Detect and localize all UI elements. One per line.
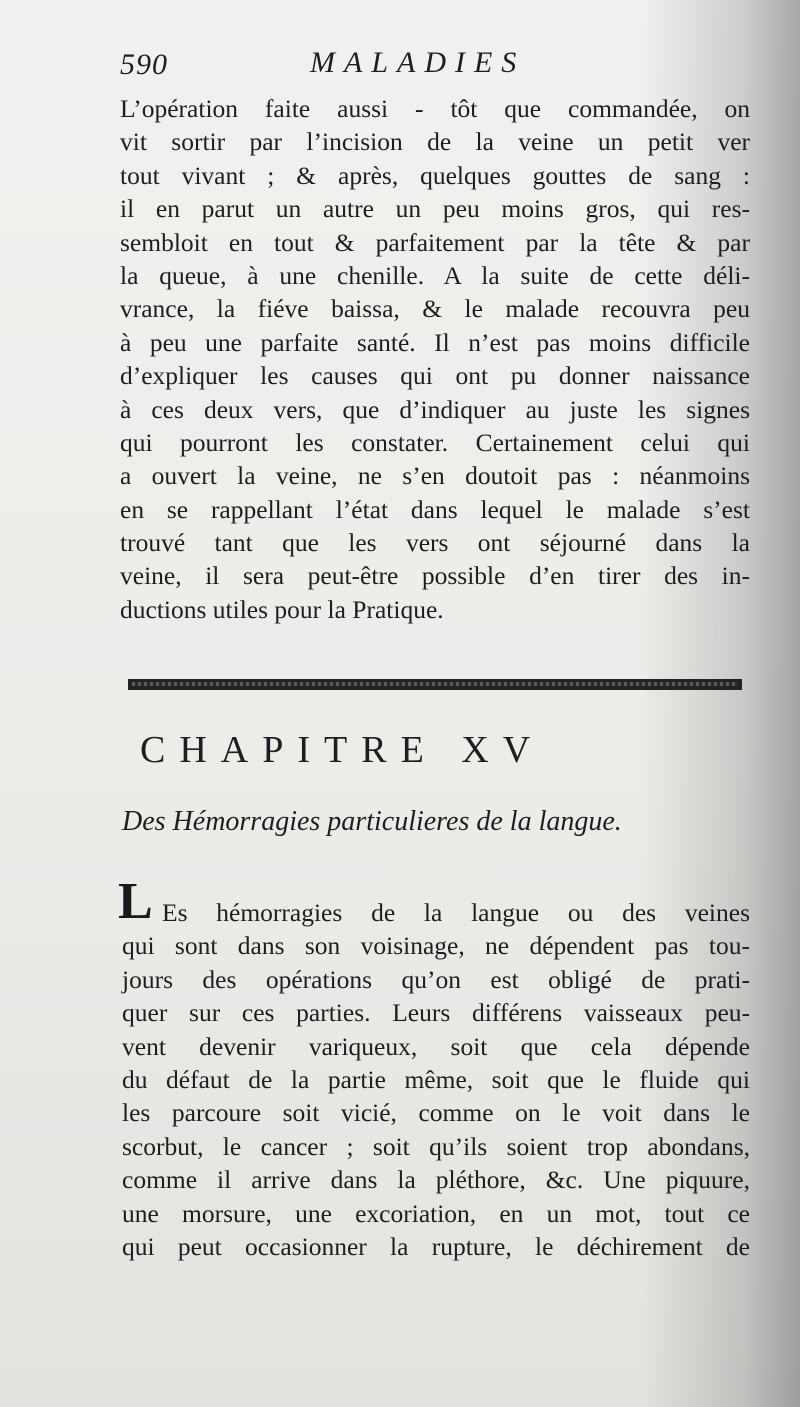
text-line: comme il arrive dans la pléthore, &c. Une piquure, [122, 1165, 750, 1195]
text-line: vit sortir par l’incision de la veine un petit ver [120, 127, 750, 157]
paragraph-1 [120, 92, 750, 626]
text-line: à peu une parfaite santé. Il n’est pas moins difficile [120, 327, 750, 357]
text-line: quer sur ces parties. Leurs différens vaisseaux peu- [122, 998, 750, 1028]
text-line: il en parut un autre un peu moins gros, qui res- [120, 194, 750, 224]
text-line: en se rappellant l’état dans lequel le malade s’est [120, 494, 750, 524]
text-line: L’opération faite aussi - tôt que commandée, on [120, 94, 750, 123]
ornamental-rule [128, 676, 742, 691]
text-line: qui pourront les constater. Certainement celui qui [120, 427, 750, 457]
text-line: qui sont dans son voisinage, ne dépendent pas tou- [122, 931, 750, 961]
drop-cap: L [118, 873, 153, 930]
page-number: 590 [120, 48, 168, 81]
text-line: jours des opérations qu’on est obligé de prati- [122, 964, 750, 994]
text-line: scorbut, le cancer ; soit qu’ils soient trop abondans, [122, 1131, 750, 1161]
text-line: trouvé tant que les vers ont séjourné dans la [120, 528, 750, 558]
paragraph-2 [122, 896, 750, 1263]
chapter-title: CHAPITRE XV [140, 729, 545, 771]
text-line: sembloit en tout & parfaitement par la tête & par [120, 227, 750, 257]
text-line: une morsure, une excoriation, en un mot, tout ce [122, 1198, 750, 1228]
text-line: a ouvert la veine, ne s’en doutoit pas : néanmoins [120, 461, 750, 491]
text-line: à ces deux vers, que d’indiquer au juste les signes [120, 394, 750, 424]
text-line: les parcoure soit vicié, comme on le voit dans le [122, 1098, 750, 1128]
text-line: du défaut de la partie même, soit que le fluide qui [122, 1064, 750, 1094]
text-line: vent devenir variqueux, soit que cela dépende [122, 1031, 750, 1061]
text-line: Es hémorragies de la langue ou des veines [162, 898, 750, 927]
text-line: d’expliquer les causes qui ont pu donner naissance [120, 361, 750, 391]
text-line: vrance, la fiéve baissa, & le malade recouvra peu [120, 294, 750, 324]
chapter-subtitle: Des Hémorragies particulieres de la langue. [122, 806, 622, 837]
text-line: tout vivant ; & après, quelques gouttes de sang : [120, 160, 750, 190]
text-line: qui peut occasionner la rupture, le déchirement de [122, 1231, 750, 1261]
text-line: ductions utiles pour la Pratique. [120, 594, 444, 624]
running-head: MALADIES [310, 46, 526, 79]
page-header [120, 42, 750, 92]
text-line: veine, il sera peut-être possible d’en tirer des in- [120, 561, 750, 591]
text-line: la queue, à une chenille. A la suite de cette déli- [120, 260, 750, 290]
